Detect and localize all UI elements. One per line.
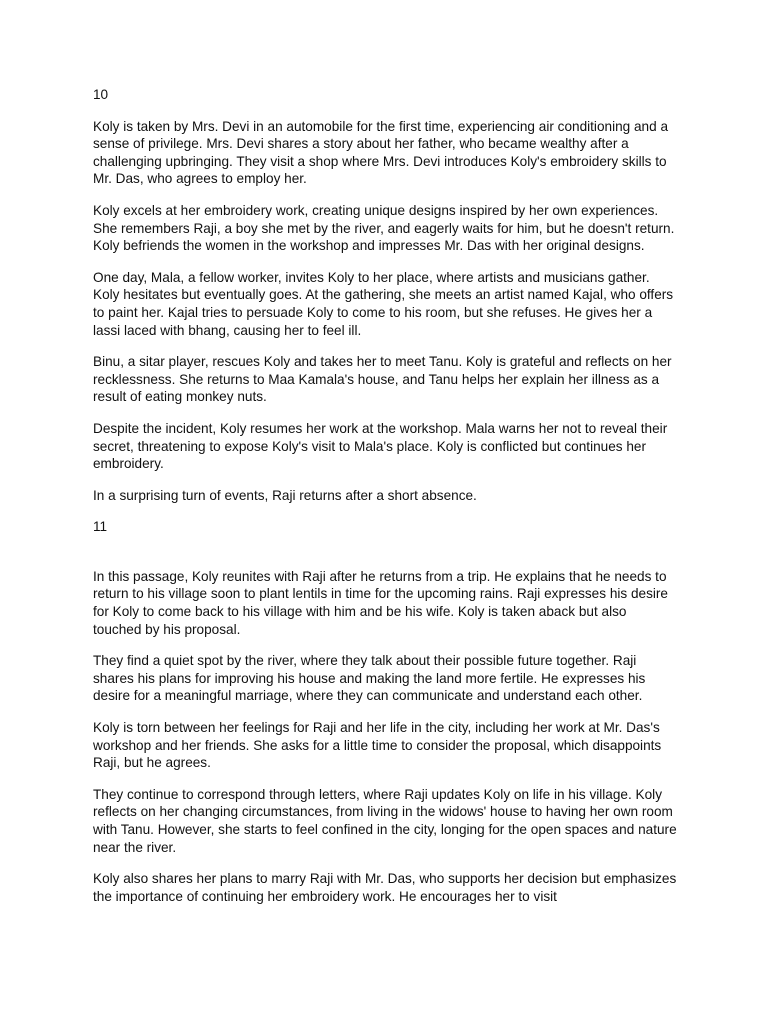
paragraph: Despite the incident, Koly resumes her work at the workshop. Mala warns her not to reveal their secret, threatening to expose Koly's visit to Mala's place. Koly is conflicted but continues her embroidery. bbox=[93, 420, 668, 472]
paragraph: Koly is torn between her feelings for Raji and her life in the city, including her work at Mr. Das's workshop and her friends. She asks for a little time to consider the proposal, which disappoints Raji, but he agrees. bbox=[93, 720, 662, 771]
paragraph: In this passage, Koly reunites with Raji after he returns from a trip. He explains that he needs to return to his village soon to plant lentils in time for the upcoming rains. Raji expresses his desire for Koly to come back to his village with him and be his wife. Koly is taken aback but also touched by his proposal. bbox=[93, 568, 668, 637]
paragraph: Koly is taken by Mrs. Devi in an automobile for the first time, experiencing air conditioning and a sense of privilege. Mrs. Devi shares a story about her father, who became wealthy after a challenging upbringing. They visit a shop where Mrs. Devi introduces Koly's embroidery skills to Mr. Das, who agrees to employ her. bbox=[93, 118, 668, 187]
chapter-number: 11 bbox=[93, 519, 108, 535]
paragraph: In a surprising turn of events, Raji returns after a short absence. bbox=[93, 487, 477, 503]
paragraph: One day, Mala, a fellow worker, invites Koly to her place, where artists and musicians gather. Koly hesitates but eventually goes. At the gathering, she meets an artist named Kajal, who offers to paint her. Kajal tries to persuade Koly to come to his room, but she refuses. He gives her a lassi laced with bhang, causing her to feel ill. bbox=[93, 269, 674, 338]
document-page bbox=[93, 86, 678, 919]
chapter-number: 10 bbox=[93, 87, 109, 102]
paragraph: Koly excels at her embroidery work, creating unique designs inspired by her own experiences. She remembers Raji, a boy she met by the river, and eagerly waits for him, but he doesn't return. Koly befriends the women in the workshop and impresses Mr. Das with her original designs. bbox=[93, 202, 675, 254]
paragraph: They continue to correspond through letters, where Raji updates Koly on life in his village. Koly reflects on her changing circumstances, from living in the widows' house to having her own room with Tanu. However, she starts to feel confined in the city, longing for the open spaces and nature near the river. bbox=[93, 786, 677, 855]
paragraph: They find a quiet spot by the river, where they talk about their possible future together. Raji shares his plans for improving his house and making the land more fertile. He expresses his desire for a meaningful marriage, where they can communicate and understand each other. bbox=[93, 653, 646, 704]
paragraph: Binu, a sitar player, rescues Koly and takes her to meet Tanu. Koly is grateful and reflects on her recklessness. She returns to Maa Kamala's house, and Tanu helps her explain her illness as a result of eating monkey nuts. bbox=[93, 354, 672, 405]
paragraph: Koly also shares her plans to marry Raji with Mr. Das, who supports her decision but emphasizes the importance of continuing her embroidery work. He encourages her to visit bbox=[93, 871, 677, 904]
